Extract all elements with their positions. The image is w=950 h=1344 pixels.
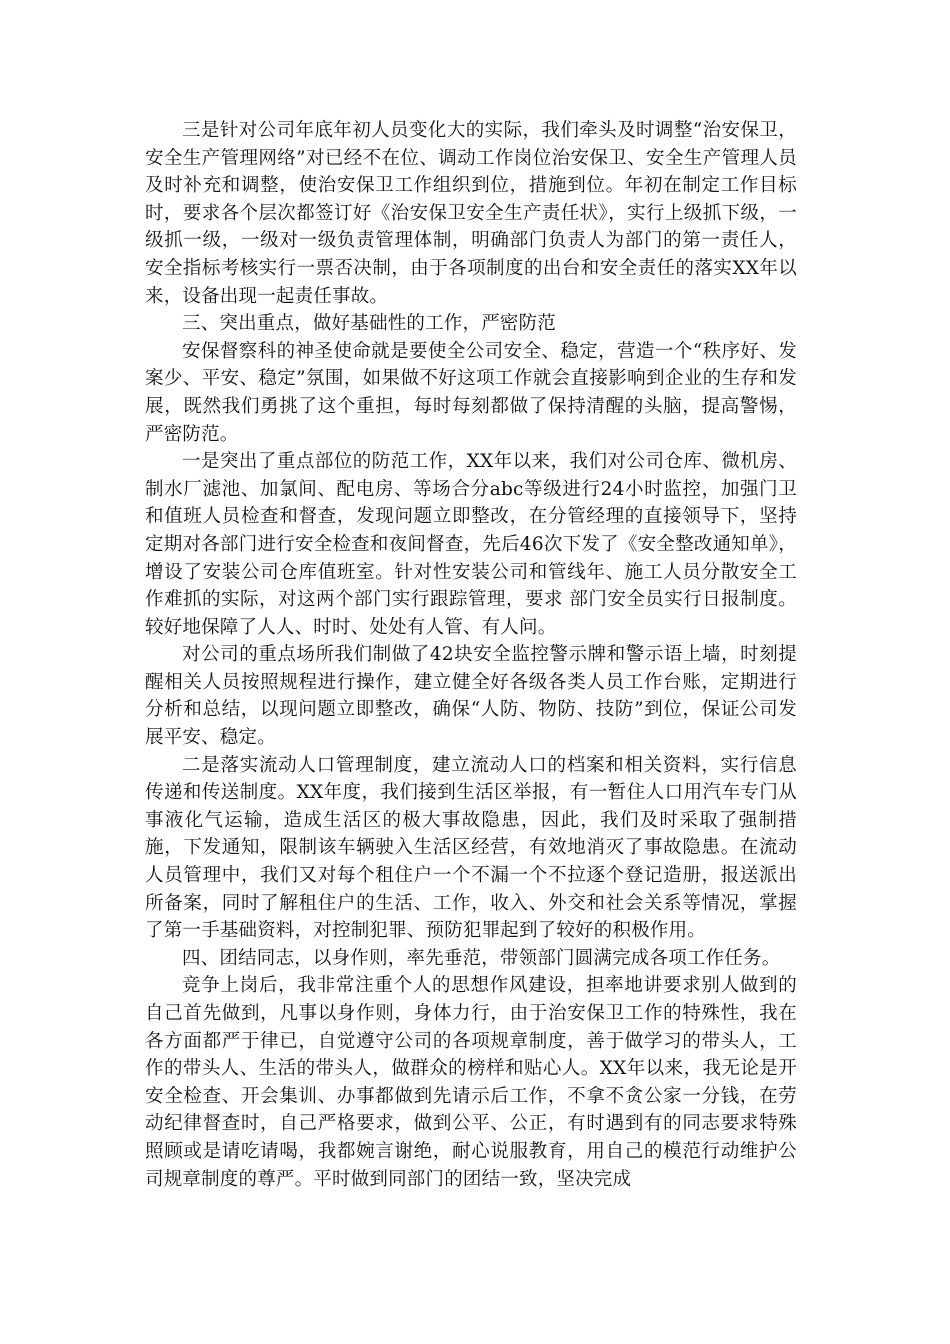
section-heading-focus-prevention: 三、突出重点，做好基础性的工作，严密防范 (182, 313, 557, 335)
paragraph-warning-signs: 对公司的重点场所我们制做了42块安全监控警示牌和警示语上墙，时刻提醒相关人员按照规程进行操作，建立健全好各级各类人员工作台账，定期进行分析和总结，以现问题立即整改，确保“人防、物防、技防”到位，保证公司发展平安、稳定。 (145, 644, 797, 749)
section-heading-unity: 四、团结同志，以身作则，率先垂范，带领部门圆满完成各项工作任务。 (182, 947, 781, 969)
paragraph-personal-conduct: 竞争上岗后，我非常注重个人的思想作风建设，担率地讲要求别人做到的自己首先做到，凡事以身作则，身体力行，由于治安保卫工作的特殊性，我在各方面都严于律已，自觉遵守公司的各项规章制度，善于做学习的带头人，工作的带头人、生活的带头人，做群众的榜样和贴心人。XX年以来，我无论是开安全检查、开会集训、办事都做到先请示后工作，不拿不贪公家一分钱，在劳动纪律督查时，自己严格要求，做到公平、公正，有时遇到有的同志要求特殊照顾或是请吃请喝，我都婉言谢绝，耐心说服教育，用自己的模范行动维护公司规章制度的尊严。平时做到同部门的团结一致，坚决完成 (145, 975, 797, 1190)
paragraph-security-mission: 安保督察科的神圣使命就是要使全公司安全、稳定，营造一个“秩序好、发案少、平安、稳定”氛围，如果做不好这项工作就会直接影响到企业的生存和发展，既然我们勇挑了这个重担，每时每刻都做了保持清醒的头脑，提高警惕，严密防范。 (145, 340, 797, 445)
document-body (145, 117, 797, 1193)
paragraph-personnel-adjustment: 三是针对公司年底年初人员变化大的实际，我们牵头及时调整“治安保卫，安全生产管理网络”对已经不在位、调动工作岗位治安保卫、安全生产管理人员及时补充和调整，使治安保卫工作组织到位，措施到位。年初在制定工作目标时，要求各个层次都签订好《治安保卫安全生产责任状》，实行上级抓下级，一级抓一级，一级对一级负责管理体制，明确部门负责人为部门的第一责任人，安全指标考核实行一票否决制，由于各项制度的出台和安全责任的落实XX年以来，设备出现一起责任事故。 (145, 120, 797, 307)
paragraph-key-locations: 一是突出了重点部位的防范工作，XX年以来，我们对公司仓库、微机房、制水厂滤池、加氯间、配电房、等场合分abc等级进行24小时监控，加强门卫和值班人员检查和督查，发现问题立即整改，在分管经理的直接领导下，坚持定期对各部门进行安全检查和夜间督查，先后46次下发了《安全整改通知单》，增设了安装公司仓库值班室。针对性安装公司和管线年、施工人员分散安全工作难抓的实际，对这两个部门实行跟踪管理，要求 部门安全员实行日报制度。较好地保障了人人、时时、处处有人管、有人问。 (145, 451, 797, 638)
paragraph-floating-population: 二是落实流动人口管理制度，建立流动人口的档案和相关资料，实行信息传递和传送制度。XX年度，我们接到生活区举报，有一暂住人口用汽车专门从事液化气运输，造成生活区的极大事故隐患，因此，我们及时采取了强制措施，下发通知，限制该车辆驶入生活区经营，有效地消灭了事故隐患。在流动人员管理中，我们又对每个租住户一个不漏一个不拉逐个登记造册，报送派出所备案，同时了解租住户的生活、工作，收入、外交和社会关系等情况，掌握了第一手基础资料，对控制犯罪、预防犯罪起到了较好的积极作用。 (145, 754, 797, 942)
